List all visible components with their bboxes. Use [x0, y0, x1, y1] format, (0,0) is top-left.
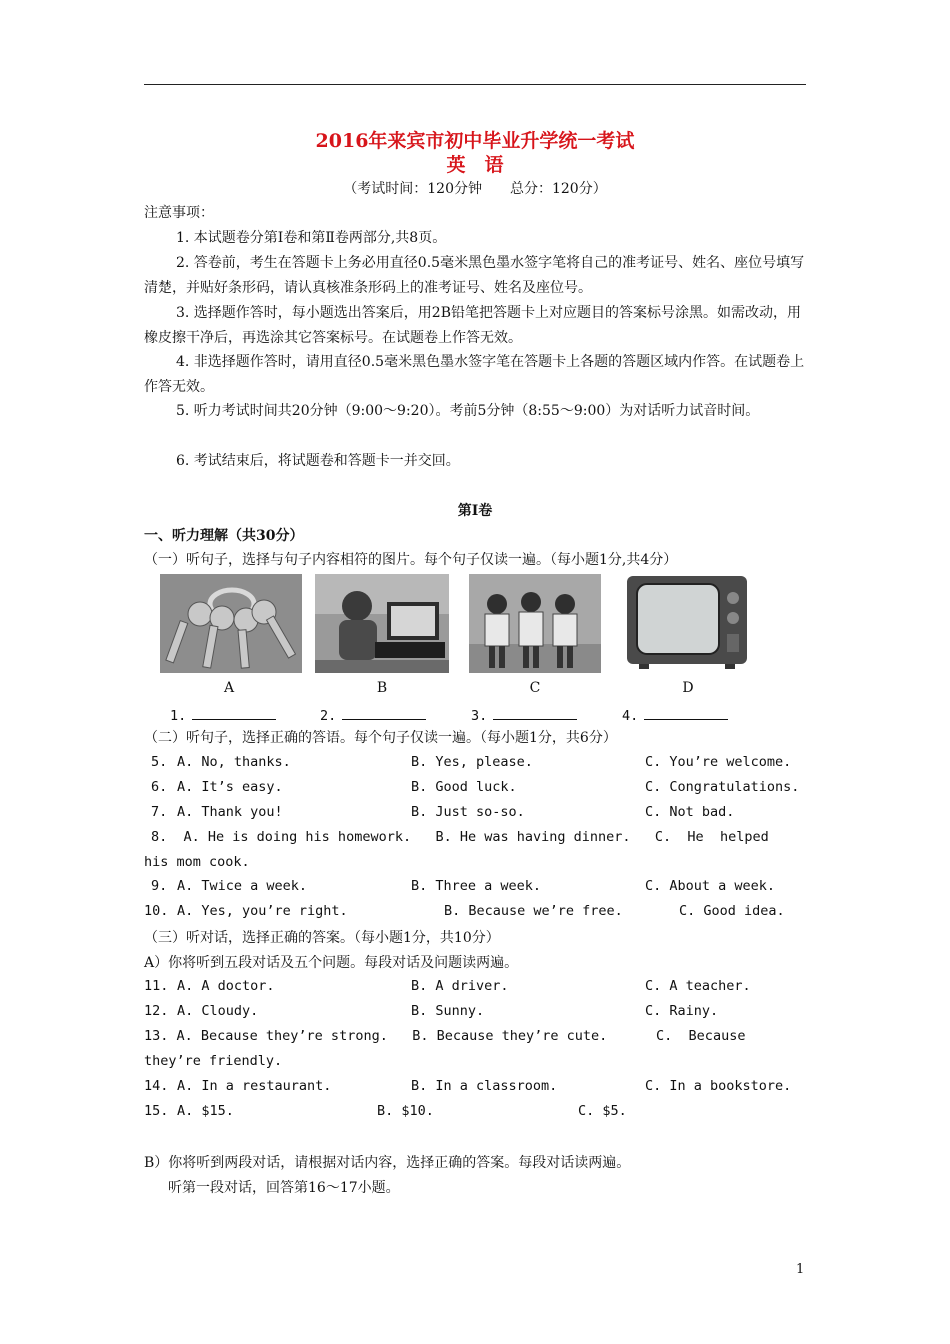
option-a: A. Yes, you’re right. — [177, 903, 348, 919]
header-rule — [144, 84, 806, 85]
exam-info: （考试时间：120分钟 总分：120分） — [343, 181, 607, 197]
option-a: A. No, thanks. — [177, 754, 291, 770]
part3-heading: （三）听对话，选择正确的答案。（每小题1分，共10分） — [144, 930, 500, 946]
notice-item-4: 4. 非选择题作答时，请用直径0.5毫米黑色墨水签字笔在答题卡上各题的答题区域内作答。在试题卷上作答无效。 — [144, 354, 805, 395]
answer-blank-4[interactable]: 4. — [622, 705, 728, 724]
option-c: C. A teacher. — [645, 978, 751, 994]
option-a: A. A doctor. — [177, 978, 275, 994]
part3-sub-a: A）你将听到五段对话及五个问题。每段对话及问题读两遍。 — [144, 955, 519, 971]
question-8-line-2: his mom cook. — [144, 854, 250, 870]
answer-blank-2[interactable]: 2. — [320, 705, 426, 724]
notice-item-2: 2. 答卷前，考生在答题卡上务必用直径0.5毫米黑色墨水签字笔将自己的准考证号、姓名、座位号填写清楚，并贴好条形码，请认真核准条形码上的准考证号、姓名及座位号。 — [144, 255, 805, 296]
part3-sub-b: B）你将听到两段对话，请根据对话内容，选择正确的答案。每段对话读两遍。 — [144, 1155, 631, 1171]
option-c: C. Rainy. — [645, 1003, 719, 1019]
part3-sub-b-first: 听第一段对话，回答第16～17小题。 — [168, 1180, 400, 1196]
option-b: B. Three a week. — [411, 878, 542, 894]
option-c: C. You’re welcome. — [645, 754, 792, 770]
option-a: A. $15. — [177, 1103, 234, 1119]
option-a: A. Cloudy. — [177, 1003, 259, 1019]
picture-label-c: C — [529, 680, 541, 696]
notice-item-1: 1. 本试题卷分第Ⅰ卷和第Ⅱ卷两部分,共8页。 — [176, 230, 447, 246]
tv-picture — [625, 572, 750, 671]
question-number: 15. — [144, 1103, 169, 1119]
volume-title: 第Ⅰ卷 — [457, 503, 493, 519]
part2-heading: （二）听句子，选择正确的答语。每个句子仅读一遍。（每小题1分，共6分） — [144, 730, 617, 746]
option-c: C. About a week. — [645, 878, 776, 894]
exam-title: 2016年来宾市初中毕业升学统一考试 — [315, 130, 635, 152]
page-number: 1 — [796, 1262, 805, 1277]
option-c: C. In a bookstore. — [645, 1078, 792, 1094]
keys-picture — [160, 574, 302, 673]
question-13-line-2: they’re friendly. — [144, 1053, 283, 1069]
question-number: 12. — [144, 1003, 169, 1019]
option-b: B. Sunny. — [411, 1003, 485, 1019]
question-number: 7. — [151, 804, 168, 820]
option-b: B. Good luck. — [411, 779, 517, 795]
question-number: 10. — [144, 903, 169, 919]
notice-item-5: 5. 听力考试时间共20分钟（9:00～9:20）。考前5分钟（8:55～9:00）为对话听力试音时间。 — [176, 403, 760, 419]
option-b: B. A driver. — [411, 978, 509, 994]
option-b: B. Yes, please. — [411, 754, 533, 770]
option-b: B. $10. — [377, 1103, 434, 1119]
question-8-line-1: 8. A. He is doing his homework. B. He was having dinner. C. He helped — [151, 829, 769, 845]
part1-heading: （一）听句子，选择与句子内容相符的图片。每个句子仅读一遍。（每小题1分,共4分） — [144, 552, 678, 568]
option-b: B. Just so-so. — [411, 804, 525, 820]
notice-item-6: 6. 考试结束后，将试题卷和答题卡一并交回。 — [176, 453, 460, 469]
picture-label-a: A — [223, 680, 235, 696]
question-number: 5. — [151, 754, 168, 770]
question-number: 6. — [151, 779, 168, 795]
question-13-line-1: 13. A. Because they’re strong. B. Because they’re cute. C. Because — [144, 1028, 746, 1044]
option-b: B. Because we’re free. — [444, 903, 623, 919]
question-number: 11. — [144, 978, 169, 994]
option-b: B. In a classroom. — [411, 1078, 558, 1094]
option-c: C. Congratulations. — [645, 779, 800, 795]
notice-heading: 注意事项： — [144, 205, 214, 221]
students-walking-picture — [469, 574, 601, 673]
picture-label-b: B — [376, 680, 388, 696]
picture-label-d: D — [682, 680, 694, 696]
question-number: 14. — [144, 1078, 169, 1094]
option-c: C. Good idea. — [679, 903, 785, 919]
exam-subject: 英 语 — [446, 154, 504, 176]
option-c: C. $5. — [578, 1103, 627, 1119]
answer-blank-3[interactable]: 3. — [471, 705, 577, 724]
option-a: A. In a restaurant. — [177, 1078, 332, 1094]
notice-item-3: 3. 选择题作答时，每小题选出答案后，用2B铅笔把答题卡上对应题目的答案标号涂黑。如需改动，用橡皮擦干净后，再选涂其它答案标号。在试题卷上作答无效。 — [144, 305, 802, 346]
option-a: A. It’s easy. — [177, 779, 283, 795]
boy-computer-picture — [315, 574, 449, 673]
option-a: A. Thank you! — [177, 804, 283, 820]
option-a: A. Twice a week. — [177, 878, 308, 894]
answer-blank-1[interactable]: 1. — [170, 705, 276, 724]
question-number: 9. — [151, 878, 168, 894]
option-c: C. Not bad. — [645, 804, 735, 820]
section1-heading: 一、听力理解（共30分） — [144, 528, 304, 544]
